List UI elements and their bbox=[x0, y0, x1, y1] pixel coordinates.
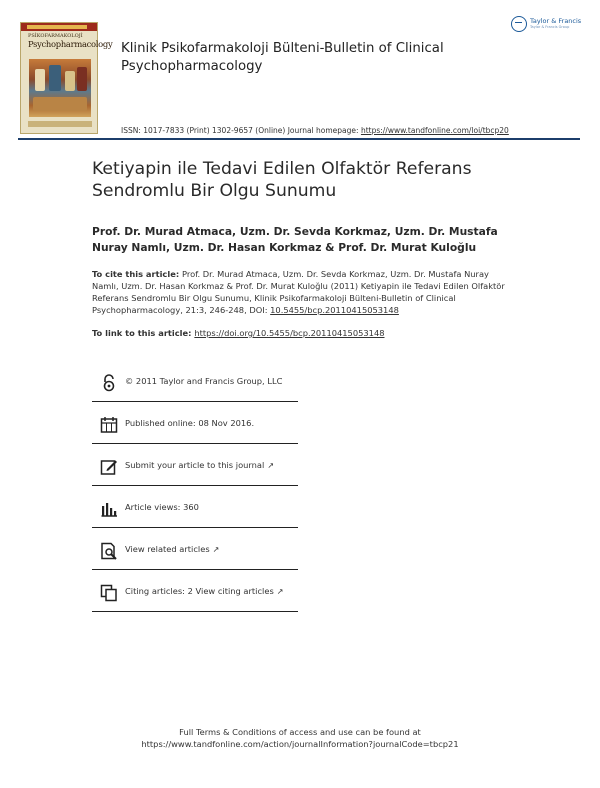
publisher-sub: Taylor & Francis Group bbox=[530, 25, 570, 29]
external-link-icon: ↗ bbox=[276, 587, 284, 596]
citing-articles-link[interactable] bbox=[125, 586, 283, 596]
issn-text: ISSN: 1017-7833 (Print) 1302-9657 (Online) Journal homepage: bbox=[121, 126, 361, 135]
publisher-logo-icon bbox=[511, 16, 527, 32]
published-online-text: Published online: 08 Nov 2016. bbox=[125, 418, 255, 428]
doi-link[interactable]: 10.5455/bcp.20110415053148 bbox=[270, 305, 399, 315]
article-title: Ketiyapin ile Tedavi Edilen Olfaktör Referans Sendromlu Bir Olgu Sunumu bbox=[92, 159, 472, 201]
info-row-submit[interactable] bbox=[92, 446, 298, 486]
info-divider bbox=[92, 443, 298, 444]
search-doc-icon bbox=[100, 542, 118, 560]
link-block bbox=[92, 328, 385, 338]
bar-chart-icon bbox=[100, 500, 118, 518]
article-views-text: Article views: 360 bbox=[125, 502, 199, 512]
journal-homepage-link[interactable]: https://www.tandfonline.com/loi/tbcp20 bbox=[360, 126, 509, 135]
info-row-citing[interactable] bbox=[92, 572, 298, 612]
external-link-icon: ↗ bbox=[267, 461, 275, 470]
cover-illustration bbox=[29, 59, 91, 117]
terms-url-link[interactable]: https://www.tandfonline.com/action/journalInformation?journalCode=tbcp21 bbox=[141, 739, 459, 749]
terms-footer bbox=[0, 726, 600, 750]
article-doi-url[interactable]: https://doi.org/10.5455/bcp.20110415053148 bbox=[194, 328, 385, 338]
info-divider bbox=[92, 401, 298, 402]
external-link-icon: ↗ bbox=[212, 545, 220, 554]
info-divider bbox=[92, 569, 298, 570]
info-divider bbox=[92, 527, 298, 528]
info-divider bbox=[92, 611, 298, 612]
taylor-francis-logo bbox=[511, 16, 583, 38]
related-articles-text: View related articles bbox=[125, 544, 210, 554]
publisher-brand: Taylor & Francis bbox=[530, 17, 582, 25]
citation-block bbox=[92, 268, 512, 316]
info-divider bbox=[92, 485, 298, 486]
citation-text: Prof. Dr. Murad Atmaca, Uzm. Dr. Sevda Korkmaz, Uzm. Dr. Mustafa Nuray Namlı, Uzm. Dr. Hasan Korkmaz & Prof. Dr. Murat Kuloğlu (2011) Ketiyapin ile Tedavi Edilen Olfaktör Referans Sendromlu Bir Olgu Sunumu, Klinik Psikofarmakoloji Bülteni-Bulletin of Clinical Psychopharmacology, 21:3, 246-248, DOI: bbox=[92, 269, 505, 315]
info-row-published bbox=[92, 404, 298, 444]
terms-line: Full Terms & Conditions of access and use can be found at bbox=[179, 727, 421, 737]
copyright-text: © 2011 Taylor and Francis Group, LLC bbox=[125, 376, 283, 386]
link-label: To link to this article: bbox=[92, 328, 195, 338]
calendar-icon bbox=[100, 416, 118, 434]
journal-cover-image bbox=[20, 22, 113, 134]
header-divider bbox=[18, 138, 580, 140]
submit-article-text: Submit your article to this journal bbox=[125, 460, 265, 470]
info-row-related[interactable] bbox=[92, 530, 298, 570]
copy-icon bbox=[100, 584, 118, 602]
info-row-copyright bbox=[92, 362, 298, 402]
journal-title: Klinik Psikofarmakoloji Bülteni-Bulletin of Clinical Psychopharmacology bbox=[121, 41, 444, 74]
info-row-views bbox=[92, 488, 298, 528]
cover-top-text: PSİKOFARMAKOLOJİ bbox=[28, 33, 83, 39]
issn-line bbox=[121, 126, 509, 135]
citing-articles-text: Citing articles: 2 View citing articles bbox=[125, 586, 274, 596]
cover-title: Psychopharmacology bbox=[28, 39, 113, 49]
open-access-icon bbox=[100, 374, 118, 392]
article-authors: Prof. Dr. Murad Atmaca, Uzm. Dr. Sevda Korkmaz, Uzm. Dr. Mustafa Nuray Namlı, Uzm. Dr. Hasan Korkmaz & Prof. Dr. Murat Kuloğlu bbox=[92, 225, 498, 254]
related-articles-link[interactable] bbox=[125, 544, 219, 554]
edit-icon bbox=[100, 458, 118, 476]
submit-article-link[interactable] bbox=[125, 460, 274, 470]
citation-label: To cite this article: bbox=[92, 269, 183, 279]
